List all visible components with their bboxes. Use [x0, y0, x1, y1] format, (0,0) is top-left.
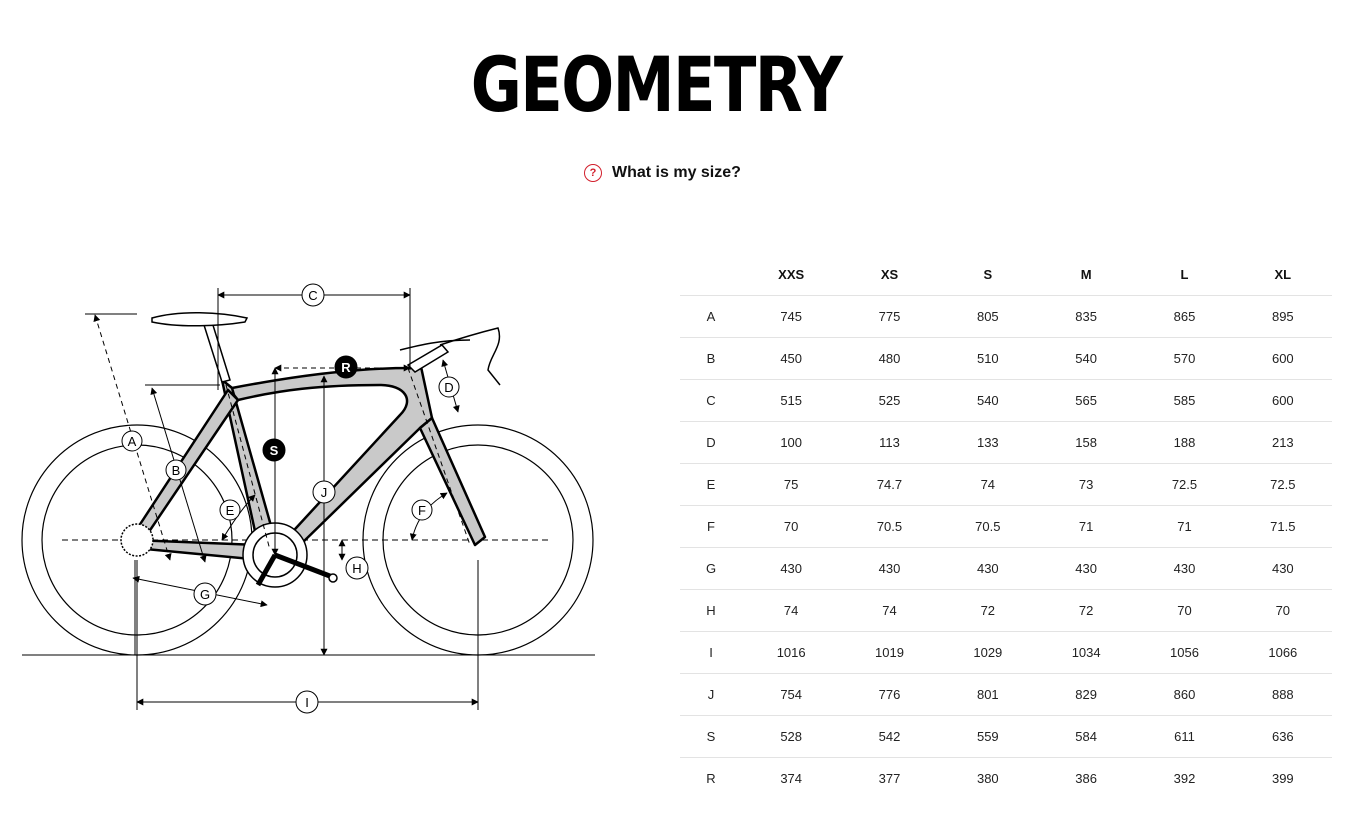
row-label: A [680, 296, 742, 338]
question-circle-icon: ? [584, 164, 602, 182]
saddle-seatpost [152, 313, 247, 382]
table-cell: 860 [1135, 674, 1233, 716]
table-cell: 835 [1037, 296, 1135, 338]
table-cell: 1029 [939, 632, 1037, 674]
table-cell: 74.7 [840, 464, 938, 506]
table-cell: 430 [840, 548, 938, 590]
table-cell: 865 [1135, 296, 1233, 338]
table-cell: 70 [1234, 590, 1332, 632]
table-cell: 775 [840, 296, 938, 338]
table-cell: 600 [1234, 380, 1332, 422]
table-cell: 113 [840, 422, 938, 464]
row-label: C [680, 380, 742, 422]
table-cell: 71 [1037, 506, 1135, 548]
label-E [220, 500, 240, 520]
table-cell: 73 [1037, 464, 1135, 506]
svg-text:I: I [305, 695, 309, 710]
table-cell: 430 [742, 548, 840, 590]
table-row [680, 590, 1332, 632]
column-header: S [939, 253, 1037, 296]
column-header: XS [840, 253, 938, 296]
table-cell: 74 [840, 590, 938, 632]
table-cell: 542 [840, 716, 938, 758]
table-cell: 377 [878, 771, 901, 786]
table-cell: 636 [1234, 716, 1332, 758]
table-cell: 801 [939, 674, 1037, 716]
table-row [680, 296, 1332, 338]
table-cell: 1016 [742, 632, 840, 674]
column-header: XXS [742, 253, 840, 296]
table-cell: 1066 [1234, 632, 1332, 674]
table-cell: 584 [1037, 716, 1135, 758]
label-H [346, 557, 368, 579]
table-cell: 70.5 [939, 506, 1037, 548]
row-label: J [680, 674, 742, 716]
table-cell: 72.5 [1234, 464, 1332, 506]
table-cell: 386 [1075, 771, 1097, 786]
column-header: M [1037, 253, 1135, 296]
svg-text:F: F [418, 503, 426, 518]
svg-text:B: B [171, 463, 181, 478]
label-C [302, 284, 324, 306]
table-cell: 510 [939, 338, 1037, 380]
table-cell: 754 [742, 674, 840, 716]
table-cell: 776 [840, 674, 938, 716]
row-label: G [680, 548, 742, 590]
svg-text:A: A [127, 434, 137, 449]
table-header-row [680, 253, 1332, 296]
svg-text:R: R [341, 360, 351, 375]
table-row [680, 716, 1332, 758]
bike-frame [133, 362, 485, 560]
geometry-table [680, 253, 1332, 799]
label-S [263, 439, 285, 461]
row-label: E [680, 464, 742, 506]
table-cell: 133 [939, 422, 1037, 464]
table-cell: 399 [1271, 771, 1294, 786]
label-A [122, 431, 142, 451]
table-cell: 585 [1135, 380, 1233, 422]
table-cell: 213 [1234, 422, 1332, 464]
label-R [335, 356, 357, 378]
row-label: D [680, 422, 742, 464]
table-cell: 71.5 [1234, 506, 1332, 548]
table-cell: 158 [1037, 422, 1135, 464]
bike-geometry-diagram [0, 280, 620, 720]
row-label: H [680, 590, 742, 632]
table-cell: 559 [939, 716, 1037, 758]
row-label: I [680, 632, 742, 674]
row-label: S [680, 716, 742, 758]
table-row [680, 338, 1332, 380]
row-label: B [680, 338, 742, 380]
table-row [680, 506, 1332, 548]
table-cell: 74 [742, 590, 840, 632]
label-I [296, 691, 318, 713]
svg-text:S: S [269, 443, 279, 458]
crankset [243, 523, 337, 587]
row-label: F [680, 506, 742, 548]
table-cell: 525 [840, 380, 938, 422]
table-cell: 392 [1173, 771, 1196, 786]
table-cell: 70 [1135, 590, 1233, 632]
svg-text:E: E [225, 503, 235, 518]
svg-text:G: G [199, 587, 211, 602]
table-cell: 100 [742, 422, 840, 464]
column-header: L [1135, 253, 1233, 296]
table-cell: 888 [1234, 674, 1332, 716]
table-row [680, 674, 1332, 716]
svg-text:H: H [352, 561, 362, 576]
table-cell: 895 [1234, 296, 1332, 338]
row-label: R [706, 771, 716, 786]
table-cell: 528 [742, 716, 840, 758]
size-guide-label: What is my size? [612, 164, 741, 181]
label-D [439, 377, 459, 397]
column-header: XL [1234, 253, 1332, 296]
label-B [166, 460, 186, 480]
size-guide-link[interactable] [584, 162, 741, 184]
svg-text:D: D [444, 380, 454, 395]
table-cell: 374 [780, 771, 803, 786]
table-row [680, 380, 1332, 422]
label-J [313, 481, 335, 503]
table-cell: 745 [742, 296, 840, 338]
table-row [680, 422, 1332, 464]
table-cell: 75 [742, 464, 840, 506]
table-row [680, 464, 1332, 506]
table-cell: 1034 [1037, 632, 1135, 674]
label-F [412, 500, 432, 520]
table-cell: 71 [1135, 506, 1233, 548]
table-cell: 380 [976, 771, 999, 786]
label-G [194, 583, 216, 605]
table-row [680, 632, 1332, 674]
table-cell: 611 [1135, 716, 1233, 758]
table-cell: 72.5 [1135, 464, 1233, 506]
table-cell: 805 [939, 296, 1037, 338]
table-row [680, 548, 1332, 590]
table-cell: 480 [840, 338, 938, 380]
table-cell: 188 [1135, 422, 1233, 464]
cassette [121, 524, 153, 556]
page-title: GEOMETRY [470, 40, 842, 129]
table-cell: 1056 [1135, 632, 1233, 674]
table-cell: 829 [1037, 674, 1135, 716]
table-cell: 570 [1135, 338, 1233, 380]
table-cell: 515 [742, 380, 840, 422]
table-cell: 70 [742, 506, 840, 548]
table-cell: 430 [1037, 548, 1135, 590]
table-cell: 70.5 [840, 506, 938, 548]
table-cell: 540 [1037, 338, 1135, 380]
table-cell: 450 [742, 338, 840, 380]
table-cell: 540 [939, 380, 1037, 422]
table-cell: 430 [939, 548, 1037, 590]
table-cell: 72 [939, 590, 1037, 632]
svg-text:C: C [308, 288, 318, 303]
svg-text:J: J [320, 485, 328, 500]
table-row [680, 758, 1332, 800]
table-cell: 600 [1234, 338, 1332, 380]
column-header [680, 253, 742, 296]
table-cell: 430 [1135, 548, 1233, 590]
table-cell: 1019 [840, 632, 938, 674]
table-cell: 565 [1037, 380, 1135, 422]
table-cell: 430 [1234, 548, 1332, 590]
table-cell: 72 [1037, 590, 1135, 632]
table-cell: 74 [939, 464, 1037, 506]
